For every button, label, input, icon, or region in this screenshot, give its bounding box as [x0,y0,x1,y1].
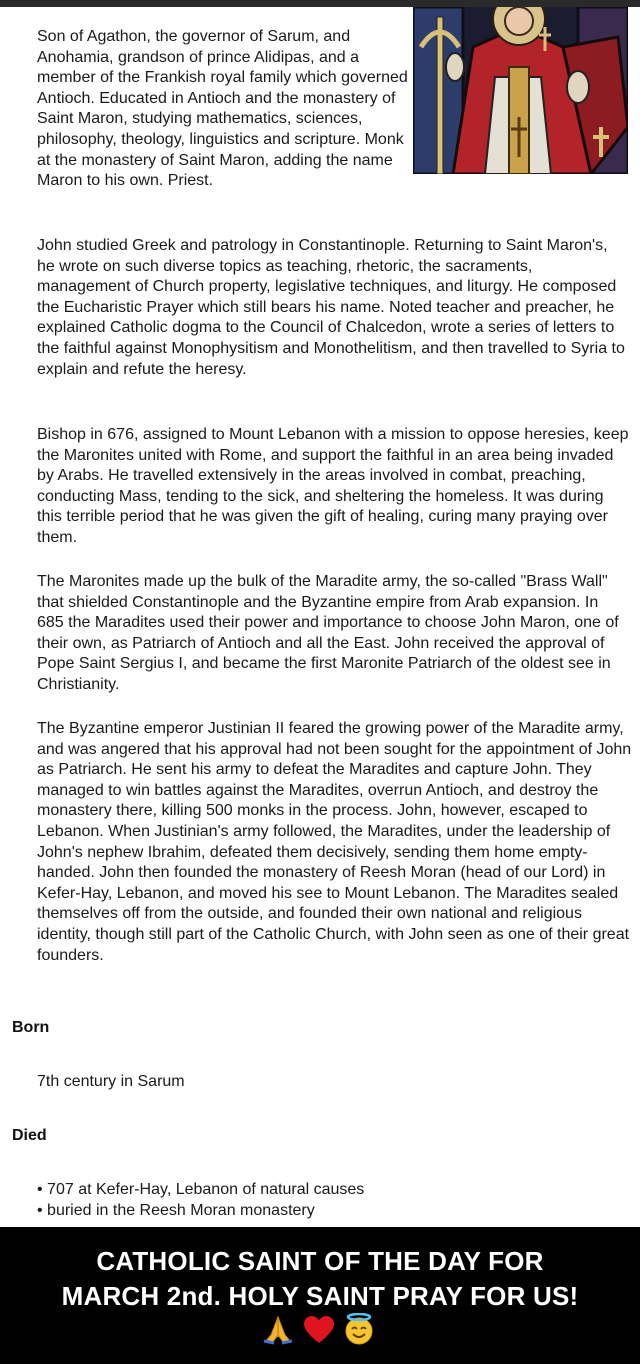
saint-of-day-banner [0,1227,640,1364]
banner-title-line-2: MARCH 2nd. HOLY SAINT PRAY FOR US! [61,1281,579,1311]
praying-hands-icon [262,1315,294,1345]
smiling-face-with-halo-icon [343,1313,375,1345]
paragraph-origins: Son of Agathon, the governor of Sarum, and Anohamia, grandson of prince Alidipas, and a member of the Frankish royal family which governed Antioch. Educated in Antioch and the monastery of Saint Maron, studying mathematics, sciences, philosophy, theology, linguistics and scripture. Monk at the monastery of Saint Maron, adding the name Maron to his own. Priest. [37,28,408,190]
paragraph-maradites: The Maronites made up the bulk of the Maradite army, the so-called "Brass Wall" that shielded Constantinople and the Byzantine empire from Arab expansion. In 685 the Maradites used their power and importance to choose John Maron, one of their own, as Patriarch of Antioch and all the East. John received the approval of Pope Saint Sergius I, and became the first Maronite Patriarch of the oldest see in Christianity. [37,573,619,693]
paragraph-justinian: The Byzantine emperor Justinian II feared the growing power of the Maradite army, and was angered that his approval had not been sought for the appointment of John as Patriarch. He sent his army to defeat the Maradites and capture John. They managed to win battles against the Maradites, overrun Antioch, and destroy the monastery there, killing 500 monks in the process. John, however, escaped to Lebanon. When Justinian's army followed, the Maradites, under the leadership of John's nephew Ibrahim, defeated them decisively, sending them home empty-handed. John then founded the monastery of Reesh Moran (head of our Lord) in Kefer-Hay, Lebanon, and moved his see to Mount Lebanon. The Maradites sealed themselves off from the outside, and founded their own national and religious identity, though still part of the Catholic Church, with John seen as one of their great founders. [37,720,632,964]
born-value: 7th century in Sarum [37,1073,185,1090]
saint-stained-glass-image [413,7,628,174]
died-list-item: • 707 at Kefer-Hay, Lebanon of natural causes [37,1180,364,1201]
died-heading: Died [12,1127,47,1144]
died-list-item: • buried in the Reesh Moran monastery [37,1201,364,1222]
paragraph-bishop: Bishop in 676, assigned to Mount Lebanon with a mission to oppose heresies, keep the Maronites united with Rome, and support the faithful in an area being invaded by Arabs. He travelled extensively in the areas involved in combat, preaching, conducting Mass, tending to the sick, and sheltering the homeless. It was during this terrible period that he was given the gift of healing, curing many praying over them. [37,426,629,546]
paragraph-studies: John studied Greek and patrology in Constantinople. Returning to Saint Maron's, he wrote on such diverse topics as teaching, rhetoric, the sacraments, management of Church property, legislative techniques, and liturgy. He composed the Eucharistic Prayer which still bears his name. Noted teacher and preacher, he explained Catholic dogma to the Council of Chalcedon, wrote a series of letters to the faithful against Monophysitism and Monothelitism, and then travelled to Syria to explain and refute the heresy. [37,237,625,378]
emoji-row [0,1313,640,1347]
died-list [37,1180,364,1221]
born-heading: Born [12,1019,50,1036]
red-heart-icon [303,1316,335,1344]
banner-title-line-1: CATHOLIC SAINT OF THE DAY FOR [96,1246,544,1276]
top-edge-strip [0,0,640,7]
